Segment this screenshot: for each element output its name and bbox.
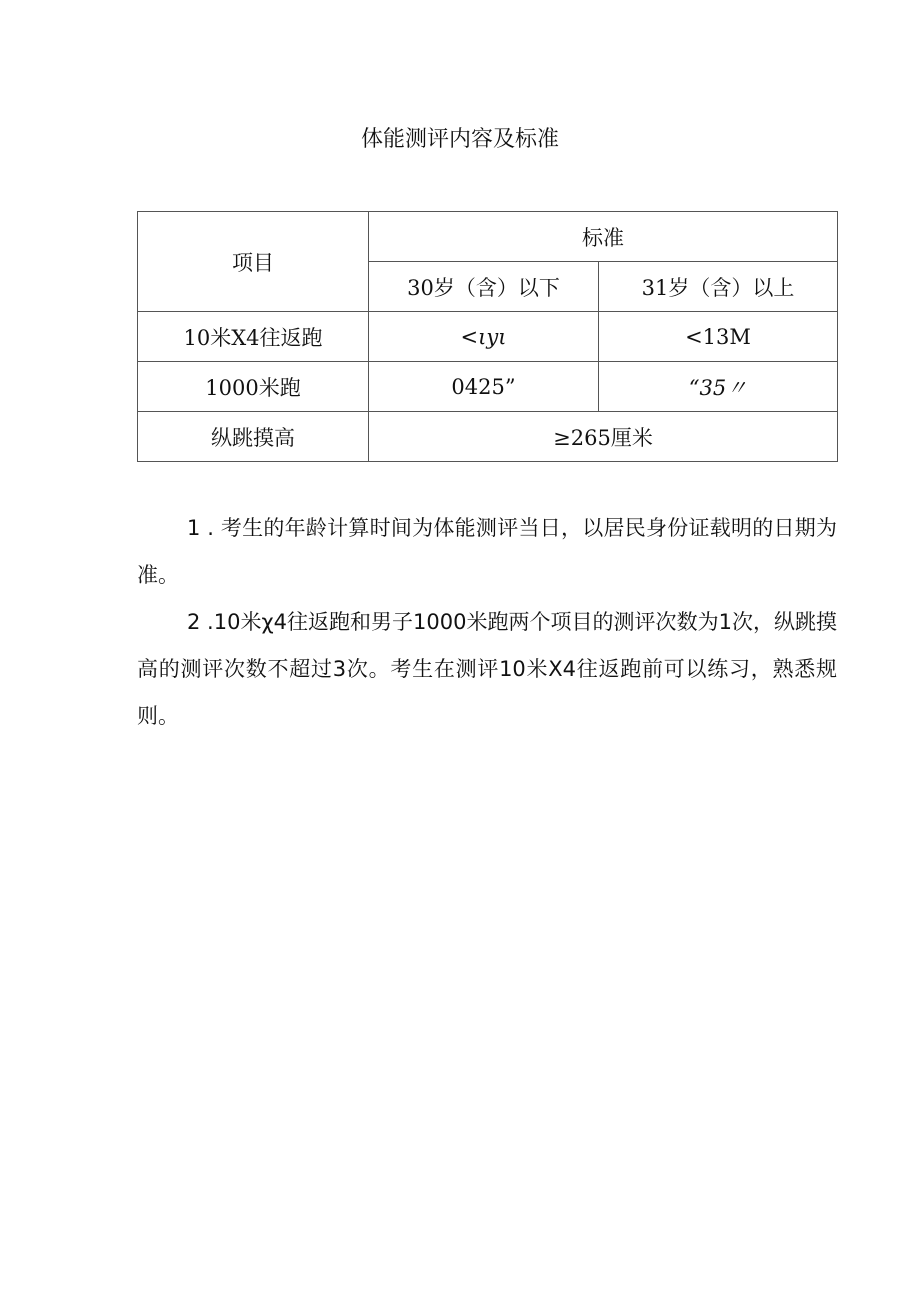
table-row	[138, 312, 838, 362]
row-value-under-30: <ιyι	[369, 312, 599, 362]
header-age-over-31: 31岁（含）以上	[599, 262, 838, 312]
table-header-row	[138, 212, 838, 262]
standards-table	[137, 211, 838, 462]
note-item: 2 .10米χ4往返跑和男子1000米跑两个项目的测评次数为1次，纵跳摸高的测评次数不超过3次。考生在测评10米X4往返跑前可以练习，熟悉规则。	[137, 610, 837, 728]
table-row	[138, 412, 838, 462]
row-value-over-31: <13M	[599, 312, 838, 362]
row-value-over-31: “35〃	[599, 362, 838, 412]
notes-section	[137, 505, 837, 740]
header-age-under-30: 30岁（含）以下	[369, 262, 599, 312]
row-item-1000m-run: 1000米跑	[138, 362, 369, 412]
header-item: 项目	[138, 212, 369, 312]
table-row	[138, 362, 838, 412]
row-item-vertical-jump: 纵跳摸高	[138, 412, 369, 462]
row-value-vertical-jump: ≥265厘米	[369, 412, 838, 462]
row-value-under-30: 0425”	[369, 362, 599, 412]
row-item-shuttle-run: 10米X4往返跑	[138, 312, 369, 362]
header-standard: 标准	[369, 212, 838, 262]
note-item: 1 . 考生的年龄计算时间为体能测评当日，以居民身份证载明的日期为准。	[137, 516, 837, 587]
page-title: 体能测评内容及标准	[360, 127, 559, 152]
